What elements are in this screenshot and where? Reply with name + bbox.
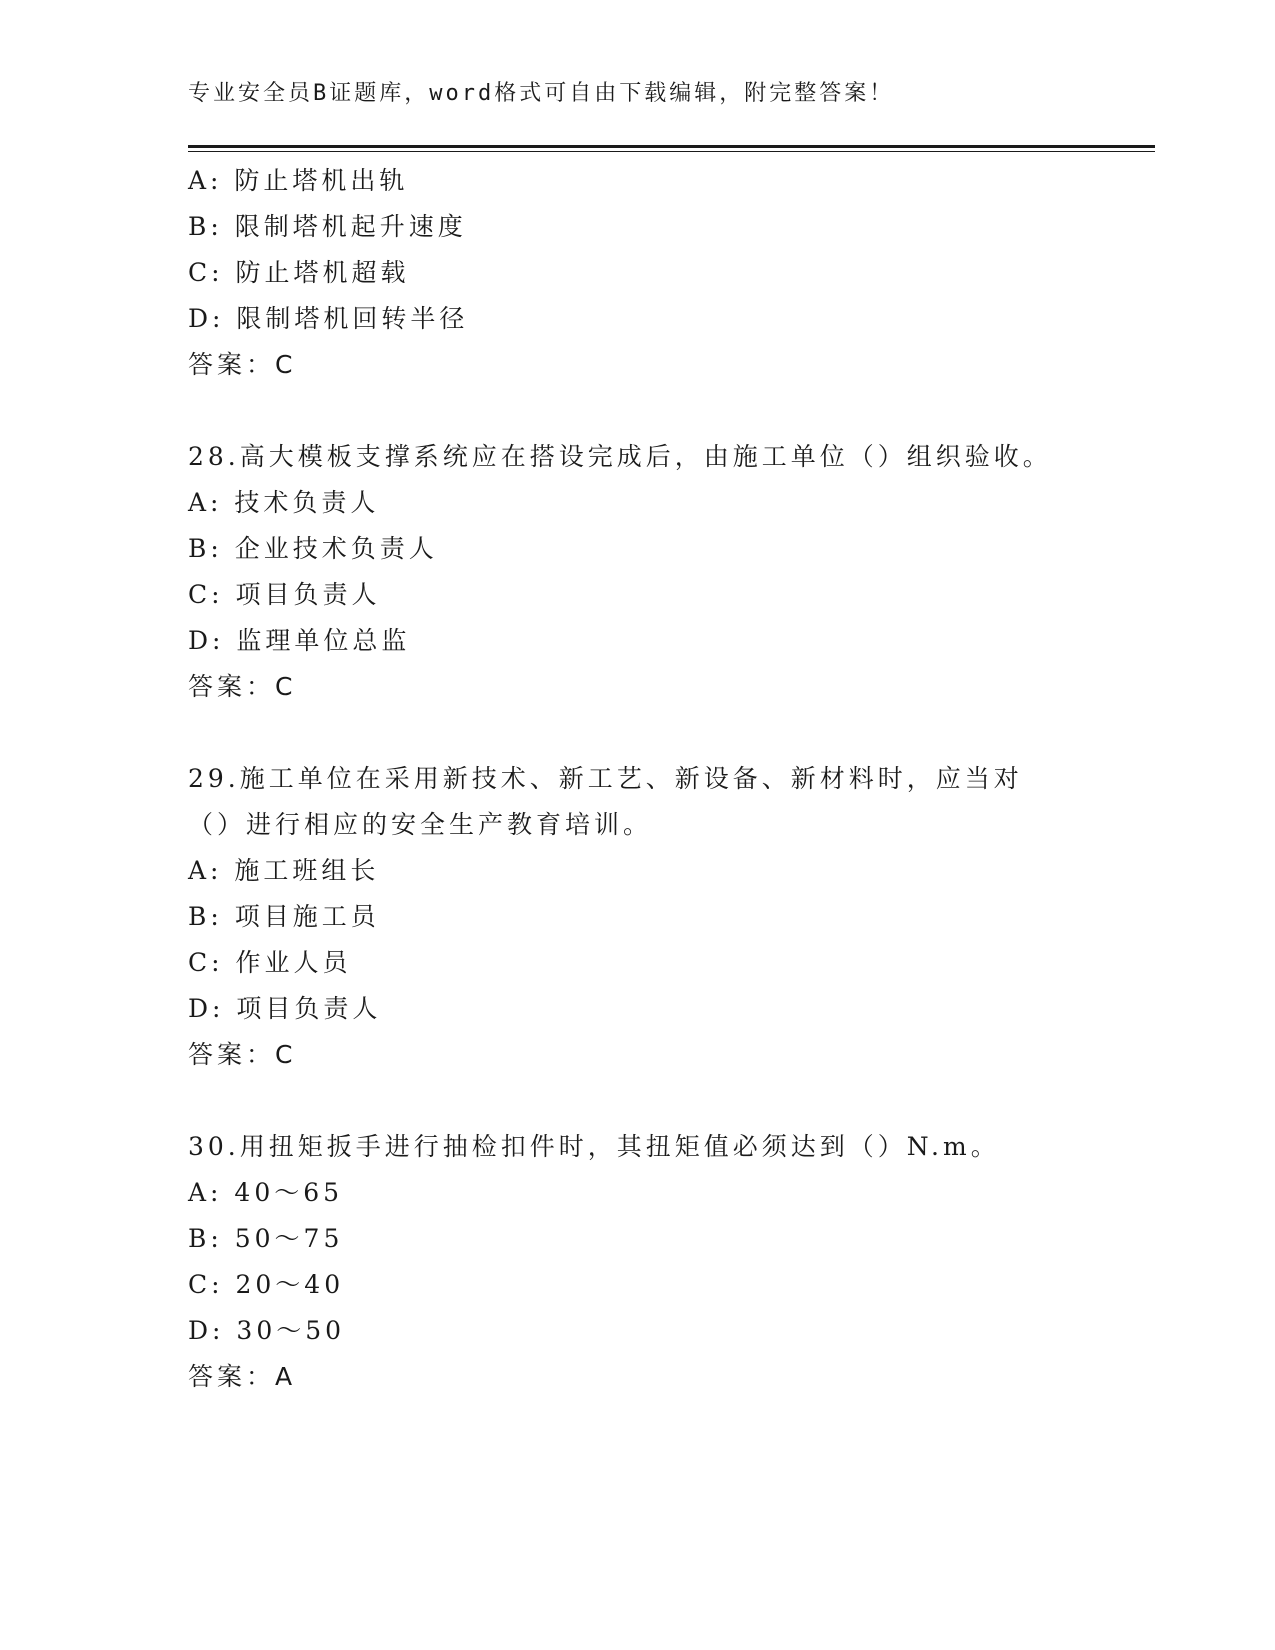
option-a: A: 技术负责人 — [188, 488, 380, 517]
question-list — [188, 158, 1068, 1400]
option-d: D: 限制塔机回转半径 — [188, 304, 469, 333]
option-d: D: 30～50 — [188, 1316, 346, 1345]
option-a: A: 施工班组长 — [188, 856, 380, 885]
option-a: A: 防止塔机出轨 — [188, 166, 409, 195]
option-b: B: 50～75 — [188, 1224, 344, 1253]
question-text: 30.用扭矩扳手进行抽检扣件时，其扭矩值必须达到（）N.m。 — [188, 1132, 1000, 1161]
answer: 答案：C — [188, 1040, 297, 1069]
header-rule-thick — [188, 145, 1155, 148]
option-b: B: 项目施工员 — [188, 902, 380, 931]
answer: 答案：C — [188, 672, 297, 701]
option-c: C: 作业人员 — [188, 948, 352, 977]
answer: 答案：C — [188, 350, 297, 379]
question-block-29 — [188, 756, 1068, 1078]
question-block-28 — [188, 434, 1068, 710]
option-d: D: 项目负责人 — [188, 994, 382, 1023]
option-d: D: 监理单位总监 — [188, 626, 411, 655]
option-c: C: 项目负责人 — [188, 580, 381, 609]
question-text: 28.高大模板支撑系统应在搭设完成后，由施工单位（）组织验收。 — [188, 442, 1052, 471]
question-text: 29.施工单位在采用新技术、新工艺、新设备、新材料时，应当对（）进行相应的安全生产教育培训。 — [188, 764, 1023, 839]
option-b: B: 企业技术负责人 — [188, 534, 438, 563]
option-b: B: 限制塔机起升速度 — [188, 212, 467, 241]
question-block-30 — [188, 1124, 1068, 1400]
option-a: A: 40～65 — [188, 1178, 344, 1207]
page-header: 专业安全员B证题库，word格式可自由下载编辑，附完整答案！ — [188, 81, 895, 106]
option-c: C: 20～40 — [188, 1270, 345, 1299]
answer: 答案：A — [188, 1362, 297, 1391]
header-rule-thin — [188, 151, 1155, 152]
option-c: C: 防止塔机超载 — [188, 258, 410, 287]
question-block-27 — [188, 158, 1068, 388]
